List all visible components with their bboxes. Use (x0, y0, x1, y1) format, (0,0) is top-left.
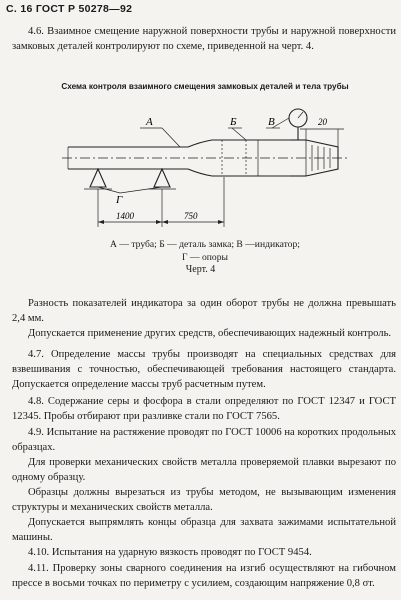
paragraph-4-10: 4.10. Испытания на ударную вязкость проводят по ГОСТ 9454. (28, 547, 312, 558)
label-pipe: А (146, 116, 153, 128)
paragraph-other-means: Допускается применение других средств, обеспечивающих надежный контроль. (28, 328, 392, 339)
dimension-1400: 1400 (116, 211, 134, 221)
dimension-750: 750 (184, 211, 198, 221)
paragraph-samples-cut: Для проверки механических свойств металла проверяемой плавки вырезают по одному образцу. (12, 457, 396, 483)
figure-number: Черт. 4 (185, 264, 216, 275)
paragraph-4-7: 4.7. Определение массы трубы производят на специальных средствах для взвешивания с точностью, обеспечивающей требования настоящего стандарта. Допускается определение массы труб расчетным путем. (12, 349, 396, 390)
paragraph-4-11: 4.11. Проверку зоны сварного соединения на изгиб осуществляют на гибочном прессе в восьми точках по периметру с усилием, создающим напряжение 0,8 σт. (12, 563, 396, 589)
paragraph-indicator-difference: Разность показателей индикатора за один оборот трубы не должна превышать 2,4 мм. (12, 298, 396, 324)
legend-line-2: Г — опоры (182, 252, 228, 263)
paragraph-4-9: 4.9. Испытание на растяжение проводят по ГОСТ 10006 на коротких продольных образцах. (12, 427, 396, 453)
pipe-control-diagram (0, 95, 401, 235)
paragraph-4-6: 4.6. Взаимное смещение наружной поверхности трубы и наружной поверхности замковых деталей контролируют по схеме, приведенной на черт. 4. (12, 26, 396, 52)
figure-legend (20, 238, 390, 264)
paragraph-4-8: 4.8. Содержание серы и фосфора в стали определяют по ГОСТ 12347 и ГОСТ 12345. Пробы отбирают при разливке стали по ГОСТ 7565. (12, 396, 396, 422)
label-indicator: В (268, 116, 275, 128)
dimension-lines (98, 129, 344, 227)
label-tool-joint: Б (230, 116, 237, 128)
legend-line-1: А — труба; Б — деталь замка; В —индикатор; (110, 239, 300, 250)
paragraph-samples-method: Образцы должны вырезаться из трубы методом, не вызывающим изменения структуры и механических свойств металла. (12, 487, 396, 513)
paragraph-straighten-ends: Допускается выпрямлять концы образца для захвата зажимами испытательной машины. (12, 517, 396, 543)
indicator-gauge (289, 109, 307, 140)
page-header: С. 16 ГОСТ Р 50278—92 (6, 3, 133, 15)
figure-caption: Схема контроля взаимного смещения замковых деталей и тела трубы (61, 82, 349, 91)
label-supports: Г (116, 194, 123, 206)
dimension-20: 20 (318, 117, 327, 127)
pipe-supports (84, 169, 176, 189)
